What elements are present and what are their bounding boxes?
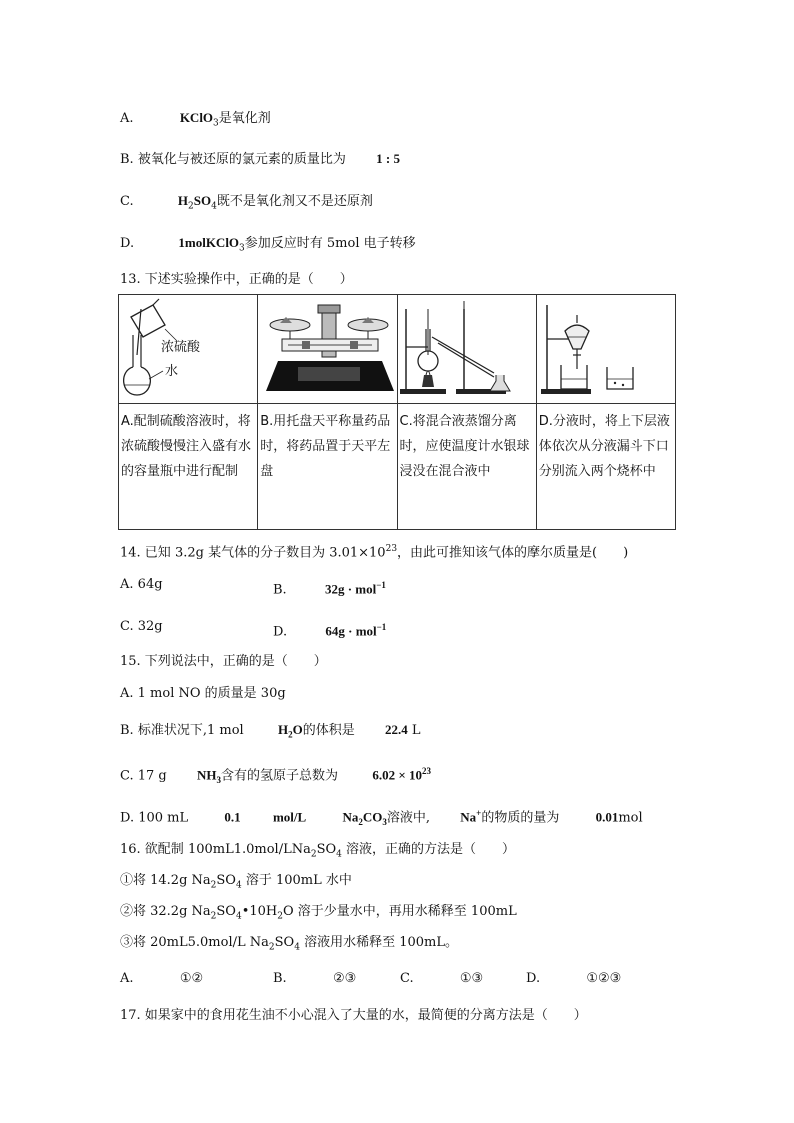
concentration: 0.1 — [224, 809, 241, 825]
formula: KClO — [179, 110, 214, 125]
q16-option-a — [120, 971, 203, 987]
option-label: C. — [400, 971, 414, 986]
option-text: 是氧化剂 — [218, 111, 271, 126]
subscript: 3 — [213, 118, 219, 129]
option-label: B. — [273, 971, 287, 986]
option-text: 32g · mol — [324, 581, 377, 597]
option-text: 的物质的量为 — [481, 810, 560, 826]
q14-option-d — [273, 619, 386, 640]
item-text: ①将 14.2g Na — [120, 873, 211, 888]
q16-option-d — [526, 971, 621, 987]
option-label: D. — [526, 971, 541, 986]
formula: H — [177, 193, 189, 208]
stem-text: 14. 已知 3.2g 某气体的分子数目为 3.01×10 — [120, 545, 386, 561]
stem-text: SO — [316, 842, 337, 857]
option-text: 参加反应时有 5mol 电子转移 — [244, 236, 416, 251]
q15-option-c — [120, 763, 431, 788]
superscript: 23 — [385, 544, 398, 554]
distillation-figure — [398, 295, 544, 399]
subscript: 2 — [210, 911, 217, 922]
item-text: •10H — [241, 904, 278, 919]
item-text: SO — [216, 873, 236, 888]
ratio: 1 : 5 — [376, 151, 400, 166]
q15-option-d — [120, 805, 643, 830]
option-text: 溶液中, — [386, 810, 430, 826]
experiment-table — [118, 294, 676, 530]
subscript: 4 — [336, 849, 342, 860]
value: 6.02 × 10 — [372, 767, 422, 783]
item-text: ③将 20mL5.0mol/L Na — [120, 935, 269, 950]
option-label: D. — [120, 236, 135, 251]
subscript: 2 — [288, 729, 293, 740]
item-text: 溶于 100mL 水中 — [241, 873, 352, 888]
label-water: 水 — [165, 364, 179, 379]
option-a-cell: A.配制硫酸溶液时，将浓硫酸慢慢注入盛有水的容量瓶中进行配制 — [119, 404, 258, 530]
option-label: C. — [120, 619, 134, 634]
unit: mol — [618, 810, 643, 826]
option-label: A. — [120, 111, 134, 126]
q16-item-2 — [120, 904, 517, 925]
label-concentrated-acid: 浓硫酸 — [161, 340, 201, 355]
item-text: SO — [274, 935, 295, 950]
q14-option-c — [120, 619, 163, 635]
formula-part: CO — [362, 809, 383, 825]
subscript: 2 — [188, 201, 194, 212]
option-text: 64g · mol — [325, 623, 377, 639]
q15-option-b — [120, 722, 421, 743]
formula: Na — [342, 809, 359, 825]
subscript: 2 — [358, 816, 363, 827]
subscript: 3 — [382, 816, 387, 827]
figure-d-cell — [536, 295, 675, 404]
stem-text: 16. 欲配制 100mL1.0mol/LNa — [120, 842, 311, 857]
value: 0.01 — [595, 809, 619, 825]
q16-item-3 — [120, 935, 458, 956]
item-text: SO — [216, 904, 236, 919]
subscript: 4 — [235, 911, 242, 922]
option-label: D. 100 mL — [120, 810, 189, 826]
subscript: 4 — [211, 201, 217, 212]
option-text: 32g — [137, 619, 163, 634]
option-label: B. — [273, 582, 287, 598]
item-text: ②将 32.2g Na — [120, 904, 211, 919]
option-text: ①③ — [459, 971, 484, 986]
subscript: 2 — [277, 911, 283, 922]
unit: L — [411, 723, 421, 738]
formula-part: O — [292, 722, 303, 737]
option-label: B. — [120, 152, 134, 167]
separatory-funnel-figure — [537, 295, 671, 399]
subscript: 2 — [268, 942, 275, 953]
subscript: 3 — [239, 243, 245, 254]
q12-option-b — [120, 151, 400, 168]
option-text: ①② — [179, 971, 204, 986]
option-label: D. — [273, 624, 288, 640]
figure-b-cell — [258, 295, 397, 404]
formula: H — [277, 722, 289, 737]
item-text: 溶液用水稀释至 100mL。 — [299, 935, 458, 950]
subscript: 4 — [294, 942, 300, 953]
option-label: C. 17 g — [120, 768, 167, 784]
option-text: ①②③ — [586, 971, 622, 986]
q17-stem: 17. 如果家中的食用花生油不小心混入了大量的水，最简便的分离方法是（ ） — [120, 1008, 587, 1023]
figure-c-cell — [397, 295, 536, 404]
formula: 1molKClO — [178, 235, 240, 250]
q16-item-1 — [120, 873, 352, 894]
option-label: B. — [120, 723, 134, 738]
q16-option-c — [400, 971, 483, 987]
option-text: 的体积是 — [302, 723, 355, 738]
formula-part: SO — [193, 193, 212, 208]
option-text: 被氧化与被还原的氯元素的质量比为 — [137, 152, 346, 167]
item-text: O 溶于少量水中，再用水稀释至 100mL — [283, 904, 517, 919]
q14-option-a — [120, 577, 163, 593]
option-b-cell: B.用托盘天平称量药品时，将药品置于天平左盘 — [258, 404, 397, 530]
q13-stem: 13. 下述实验操作中，正确的是（ ） — [120, 272, 353, 287]
superscript: 23 — [422, 766, 431, 776]
subscript: 3 — [216, 774, 222, 785]
stem-text: ，由此可推知该气体的摩尔质量是( ) — [397, 545, 629, 561]
option-text: 标准状况下,1 mol — [137, 723, 244, 738]
figure-a-cell — [119, 295, 258, 404]
stem-text: 溶液，正确的方法是（ ） — [341, 842, 516, 857]
option-text: 64g — [137, 577, 163, 592]
superscript: −1 — [376, 622, 387, 632]
q12-option-d — [120, 235, 416, 257]
q16-option-b — [273, 971, 356, 987]
q15-stem: 15. 下列说法中，正确的是（ ） — [120, 654, 327, 669]
balance-figure — [258, 295, 404, 399]
superscript: + — [476, 808, 482, 818]
value: 22.4 — [385, 722, 408, 737]
q16-stem — [120, 842, 515, 863]
q14-option-b — [273, 577, 386, 598]
q15-option-a: A. 1 mol NO 的质量是 30g — [120, 686, 286, 701]
option-text: 含有的氢原子总数为 — [221, 768, 339, 784]
option-label: C. — [120, 194, 134, 209]
volumetric-flask-figure — [119, 295, 243, 399]
option-c-cell: C.将混合液蒸馏分离时，应使温度计水银球浸没在混合液中 — [397, 404, 536, 530]
unit: mol/L — [272, 809, 307, 825]
option-d-cell: D.分液时，将上下层液体依次从分液漏斗下口分别流入两个烧杯中 — [536, 404, 675, 530]
q12-option-c — [120, 193, 373, 215]
subscript: 2 — [210, 880, 217, 891]
option-label: A. — [120, 971, 134, 986]
q12-option-a — [120, 110, 271, 132]
subscript: 4 — [235, 880, 242, 891]
q14-stem — [120, 541, 628, 561]
ion: Na — [460, 809, 477, 825]
option-label: A. — [120, 577, 134, 592]
option-text: ②③ — [332, 971, 357, 986]
superscript: −1 — [376, 580, 386, 590]
formula: NH — [197, 767, 217, 783]
subscript: 2 — [310, 849, 317, 860]
option-text: 既不是氧化剂又不是还原剂 — [216, 194, 373, 209]
